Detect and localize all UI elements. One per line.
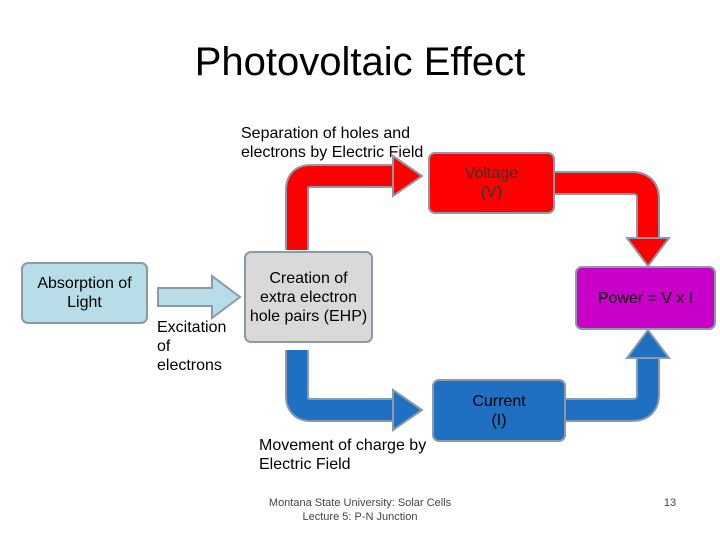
footer-line-2: Lecture 5: P-N Junction [302,511,418,523]
voltage-to-power-arrow [555,183,669,266]
current-box [432,379,566,442]
movement-label: Movement of charge by Electric Field [259,437,427,473]
movement-arrow [297,350,422,430]
creation-box-label: Creation of extra electron hole pairs (EHP) [249,269,368,325]
footer [245,496,475,524]
separation-arrow [297,156,422,250]
power-box [575,266,716,330]
absorption-box [21,262,148,324]
page-number: 13 [663,497,677,509]
footer-line-1: Montana State University: Solar Cells [268,497,452,509]
creation-box [244,251,373,343]
excitation-arrow [158,276,240,318]
absorption-box-label: Absorption of Light [37,275,132,311]
power-box-label: Power = V x I [597,289,694,307]
current-box-label: Current (I) [472,392,526,429]
excitation-label: Excitation of electrons [157,319,227,374]
voltage-box [428,152,555,214]
voltage-box-label: Voltage (V) [464,165,519,201]
separation-label: Separation of holes and electrons by Electric Field [241,125,424,161]
slide-title: Photovoltaic Effect [194,40,526,84]
current-to-power-arrow [566,330,669,410]
